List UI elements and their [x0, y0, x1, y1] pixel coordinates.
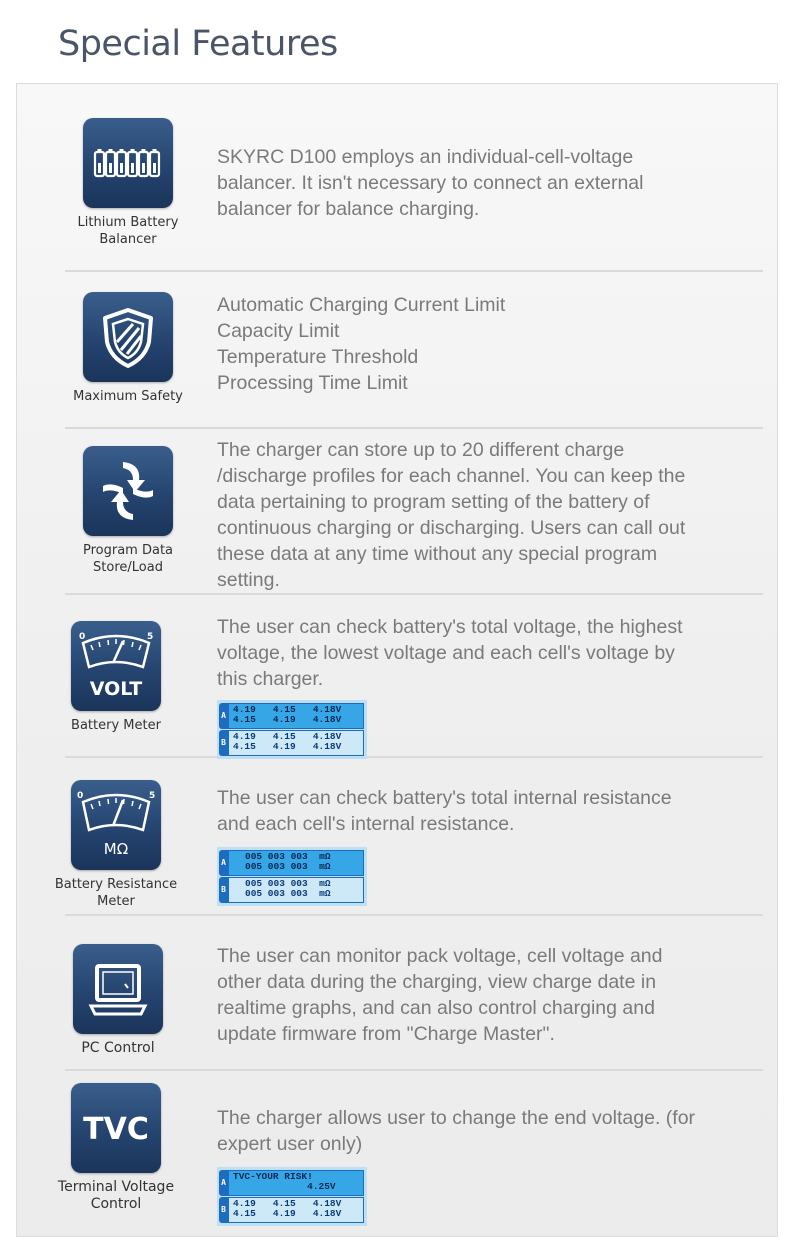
feature-icon-group [53, 621, 179, 734]
gauge-min-label: 0 [77, 791, 84, 801]
battery-cells-icon [83, 118, 173, 208]
feature-icon-group [65, 118, 191, 248]
milliohm-label: MΩ [103, 840, 129, 858]
tvc-icon [71, 1083, 161, 1173]
resistance-meter-icon [71, 780, 161, 870]
feature-caption: Program Data Store/Load [82, 543, 174, 575]
feature-row-pc-control [65, 916, 763, 1071]
feature-icon-group [53, 1083, 179, 1213]
lcd-channel-b: B [219, 1197, 228, 1223]
feature-description: The user can monitor pack voltage, cell voltage and other data during the charging, view charge date in realtime graphs, and can also control charging and update firmware from "Charge Master". [217, 945, 663, 1045]
store-load-arrows-icon [83, 446, 173, 536]
gauge-min-label: 0 [79, 632, 86, 642]
lcd-channel-a: A [219, 703, 228, 729]
feature-icon-group [65, 446, 191, 576]
feature-row-resistance-meter [54, 758, 763, 916]
feature-caption: Lithium Battery Balancer [77, 215, 179, 247]
features-panel [16, 83, 778, 1237]
feature-description: Automatic Charging Current Limit Capacity Limit Temperature Threshold Processing Time Limit [217, 294, 506, 394]
gauge-max-label: 5 [147, 632, 154, 642]
feature-row-battery-meter [65, 595, 763, 758]
feature-icon-group [65, 292, 191, 405]
lcd-display: A 4.19 4.15 4.18V 4.15 4.19 4.18V B 4.19 4.15 4.18V 4.15 4.19 4.18V [217, 700, 367, 759]
lcd-channel-b: B [219, 877, 228, 903]
lcd-channel-a: A [219, 850, 228, 876]
lcd-channel-b: B [219, 730, 228, 756]
feature-caption: Battery Resistance Meter [54, 877, 178, 909]
feature-caption: Maximum Safety [73, 389, 183, 404]
feature-row-tvc [57, 1071, 763, 1237]
volt-meter-icon [71, 621, 161, 711]
feature-description: The user can check battery's total voltage, the highest voltage, the lowest voltage and each cell's voltage by this charger. A 4.19 4.15 4.18V 4.15 4.19 4.18V B 4.19 4.15 4.18V 4.15 4.19 4.18V [217, 614, 757, 759]
computer-monitor-icon [73, 944, 163, 1034]
feature-description: The user can check battery's total internal resistance and each cell's internal resistance. A 005 003 003 mΩ 005 003 003 mΩ B 005 003 003 mΩ 005 003 003 mΩ [217, 785, 757, 906]
feature-description: The charger can store up to 20 different charge /discharge profiles for each channel. You can keep the data pertaining to program setting of the battery of continuous charging or discharging. Users can call out these data at any time without any special program setting. [217, 439, 686, 591]
feature-caption: PC Control [81, 1040, 155, 1056]
feature-row-balancer [65, 84, 763, 272]
lcd-display: A 005 003 003 mΩ 005 003 003 mΩ B 005 003 003 mΩ 005 003 003 mΩ [217, 847, 367, 906]
feature-row-program-data [65, 429, 763, 595]
lcd-channel-a: A [219, 1170, 228, 1196]
gauge-max-label: 5 [149, 791, 156, 801]
feature-caption: Battery Meter [71, 718, 161, 733]
feature-description: The charger allows user to change the end voltage. (for expert user only) A TVC-YOUR RISK! 4.25V B 4.19 4.15 4.18V 4.15 4.19 4.18V [217, 1105, 757, 1226]
feature-description: SKYRC D100 employs an individual-cell-voltage balancer. It isn't necessary to connect an external balancer for balance charging. [217, 146, 644, 220]
page-title: Special Features [58, 24, 338, 64]
feature-row-safety [65, 272, 763, 429]
feature-icon-group [53, 780, 179, 910]
feature-caption: Terminal Voltage Control [57, 1179, 175, 1212]
volt-label: VOLT [89, 678, 143, 700]
lcd-display: A TVC-YOUR RISK! 4.25V B 4.19 4.15 4.18V 4.15 4.19 4.18V [217, 1167, 367, 1226]
tvc-label: TVC [83, 1112, 149, 1147]
shield-icon [83, 292, 173, 382]
feature-icon-group [55, 944, 181, 1057]
